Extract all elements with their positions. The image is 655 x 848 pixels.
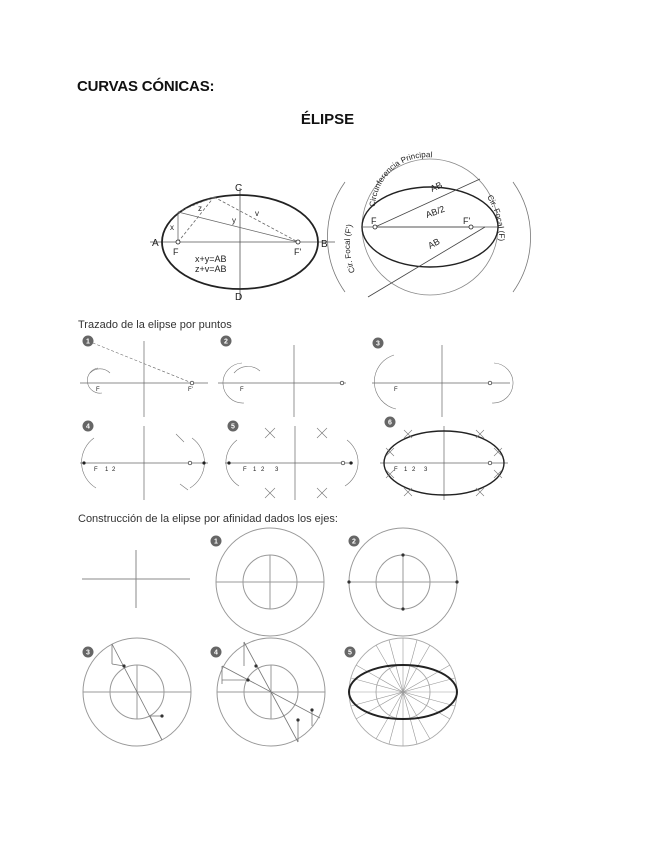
section-heading: CURVAS CÓNICAS:	[77, 78, 215, 95]
svg-text:1: 1	[105, 467, 109, 473]
label-y: y	[232, 216, 236, 225]
points-step-6	[380, 418, 510, 503]
step-badge	[211, 647, 222, 658]
svg-text:1: 1	[253, 467, 257, 473]
step-badge	[349, 536, 360, 547]
label-c: C	[235, 183, 243, 194]
affinity-step-1	[205, 522, 330, 637]
svg-text:1: 1	[404, 467, 408, 473]
label-f: F	[371, 216, 377, 226]
formula-2: z+v=AB	[195, 264, 227, 274]
points-step-1	[80, 333, 210, 418]
step-badge	[83, 421, 94, 432]
affinity-step-2	[340, 522, 465, 637]
label-ab-top: AB	[428, 179, 444, 194]
step-badge	[83, 336, 94, 347]
svg-text:6: 6	[388, 419, 392, 427]
arc-label-principal: Circunferencia Principal	[367, 150, 433, 208]
svg-text:3: 3	[424, 467, 428, 473]
svg-text:2: 2	[261, 467, 265, 473]
label-f-prime: F'	[294, 247, 302, 257]
page-title: ÉLIPSE	[300, 111, 355, 128]
points-step-2	[218, 333, 348, 418]
step-badge	[373, 338, 384, 349]
svg-text:5: 5	[231, 423, 235, 431]
step-badge	[345, 647, 356, 658]
svg-text:2: 2	[112, 467, 116, 473]
svg-text:3: 3	[376, 340, 380, 348]
step-badge	[211, 536, 222, 547]
label-ab-lower: AB	[426, 236, 442, 251]
svg-text:3: 3	[275, 467, 279, 473]
ellipse-foci-figure	[150, 178, 340, 303]
label-z: z	[198, 204, 202, 213]
affinity-step-5	[340, 636, 465, 751]
svg-text:4: 4	[86, 423, 90, 431]
focus-point	[176, 240, 180, 244]
focal-circle-right	[513, 182, 531, 292]
step-badge	[228, 421, 239, 432]
step-badge	[83, 647, 94, 658]
segment-y	[178, 212, 298, 242]
formula-1: x+y=AB	[195, 254, 227, 264]
points-step-3	[372, 333, 512, 418]
svg-text:F: F	[96, 387, 100, 393]
caption-points-construction: Trazado de la elipse por puntos	[78, 319, 232, 331]
svg-text:F: F	[394, 387, 398, 393]
step-badge	[221, 336, 232, 347]
svg-text:2: 2	[224, 338, 228, 346]
affinity-step-4	[208, 636, 333, 751]
svg-text:2: 2	[412, 467, 416, 473]
svg-text:F: F	[94, 467, 98, 473]
affinity-step-3	[78, 636, 203, 751]
arc-label-focal-left: Cir. Focal (F')	[342, 223, 357, 275]
points-step-5	[225, 418, 355, 503]
helper-line	[178, 197, 214, 212]
svg-text:F: F	[394, 467, 398, 473]
svg-text:1: 1	[214, 538, 218, 546]
label-f-prime: F'	[463, 216, 471, 226]
svg-text:4: 4	[214, 649, 218, 657]
label-a: A	[152, 238, 159, 249]
svg-text:F: F	[240, 387, 244, 393]
svg-text:5: 5	[348, 649, 352, 657]
svg-text:F: F	[243, 467, 247, 473]
label-x: x	[170, 223, 174, 232]
svg-text:F': F'	[188, 387, 193, 393]
svg-text:2: 2	[352, 538, 356, 546]
svg-text:3: 3	[86, 649, 90, 657]
affinity-step-0	[80, 522, 195, 637]
focus-point	[296, 240, 300, 244]
label-d: D	[235, 292, 243, 303]
step-badge	[385, 417, 396, 428]
segment-ab-lower	[368, 227, 485, 297]
label-ab-half: AB/2	[424, 203, 447, 220]
label-f: F	[173, 247, 179, 257]
svg-text:1: 1	[86, 338, 90, 346]
label-b: B	[321, 239, 328, 250]
caption-affinity-construction: Construcción de la elipse por afinidad dados los ejes:	[78, 513, 338, 525]
arc-label-focal-right: Cir. Focal (F)	[485, 193, 507, 242]
label-v: v	[255, 209, 259, 218]
focal-circles-figure	[335, 152, 520, 302]
points-step-4	[80, 418, 210, 503]
